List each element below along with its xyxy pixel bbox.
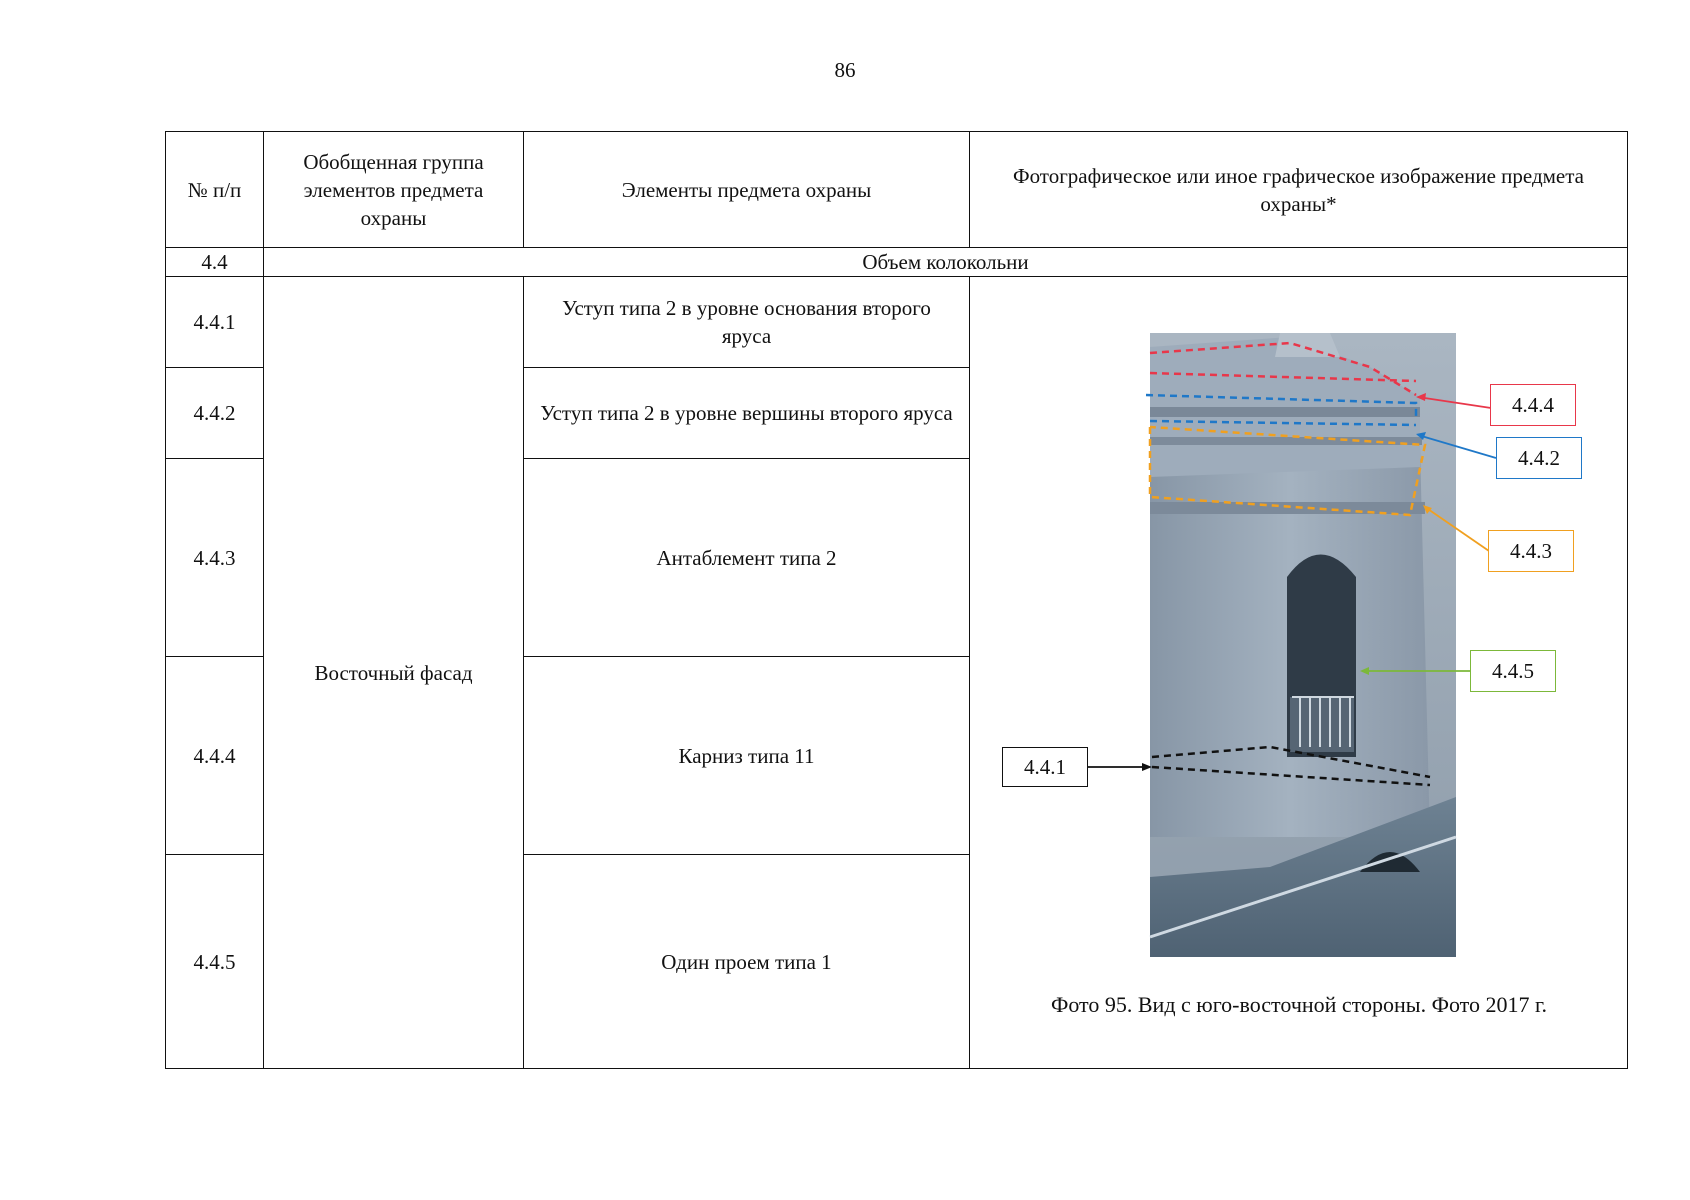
row-element: Уступ типа 2 в уровне вершины второго яруса [524,368,970,459]
label-4-4-1: 4.4.1 [1002,747,1088,787]
header-elements: Элементы предмета охраны [524,132,970,248]
section-row [166,248,1628,277]
photo-cell [970,277,1628,1069]
row-num: 4.4.1 [166,277,264,368]
page-number: 86 [834,58,856,82]
photo-caption: Фото 95. Вид с юго-восточной стороны. Фото 2017 г. [1050,992,1548,1017]
row-element: Один проем типа 1 [524,855,970,1069]
header-image: Фотографическое или иное графическое изображение предмета охраны* [970,132,1628,248]
row-element: Уступ типа 2 в уровне основания второго яруса [524,277,970,368]
group-cell: Восточный фасад [264,277,524,1069]
photo-annotation-area [970,277,1628,1069]
row-num: 4.4.4 [166,657,264,855]
table-row [166,277,1628,368]
protection-table [165,131,1628,1069]
header-row [166,132,1628,248]
row-num: 4.4.3 [166,459,264,657]
header-group: Обобщенная группа элементов предмета охраны [264,132,524,248]
row-num: 4.4.2 [166,368,264,459]
label-4-4-3: 4.4.3 [1488,530,1574,572]
header-num: № п/п [166,132,264,248]
row-element: Карниз типа 11 [524,657,970,855]
row-element: Антаблемент типа 2 [524,459,970,657]
row-num: 4.4.5 [166,855,264,1069]
section-num: 4.4 [166,248,264,277]
label-4-4-5: 4.4.5 [1470,650,1556,692]
section-title: Объем колокольни [264,248,1628,277]
label-4-4-2: 4.4.2 [1496,437,1582,479]
label-4-4-4: 4.4.4 [1490,384,1576,426]
